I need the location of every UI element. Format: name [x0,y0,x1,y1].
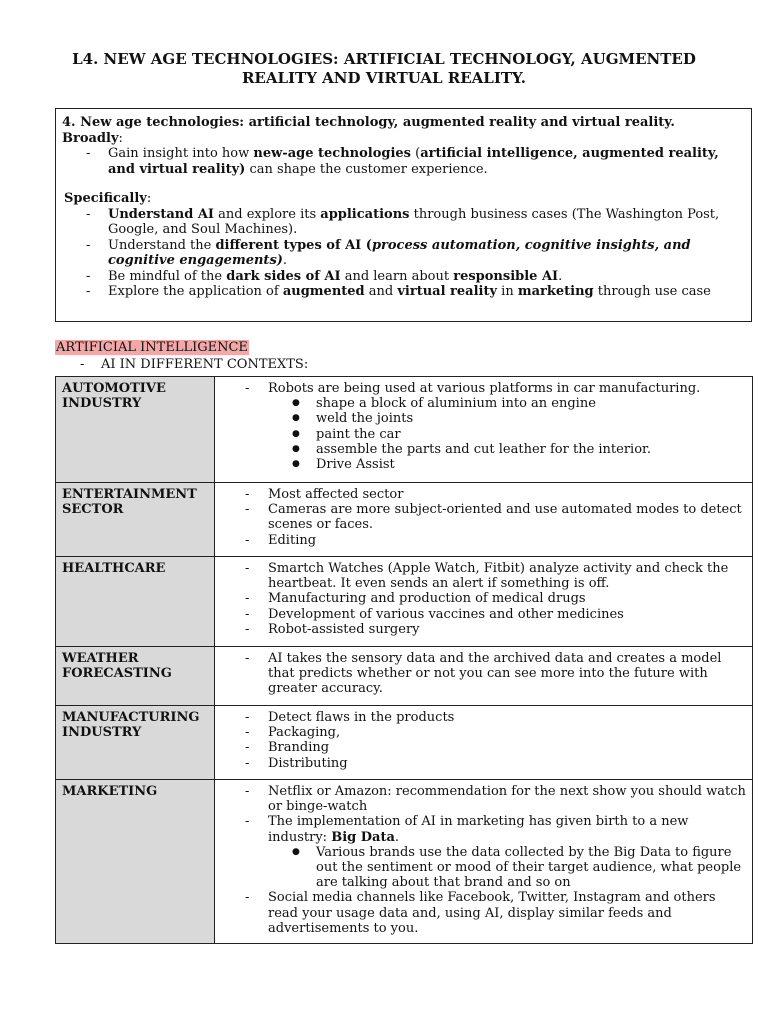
objective-item: - Understand AI and explore its applications through business cases (The Washington Post, Google, and Soul Machines). [62,207,743,238]
table-row [56,706,753,780]
list-item: - AI takes the sensory data and the archived data and creates a model that predicts whether or not you can see more into the future with greater accuracy. [245,651,746,697]
list-item: - Most affected sector [245,487,746,502]
learning-objectives-box [55,108,752,322]
list-item: - Robots are being used at various platforms in car manufacturing. ● shape a block of aluminium into an engine ● weld the joints ● paint the car ● assemble the parts and cut leather for the interior. ● Drive Assist [245,381,746,472]
details-cell [215,780,753,944]
list-item: - Netflix or Amazon: recommendation for the next show you should watch or binge-watch [245,784,746,814]
list-item: - Manufacturing and production of medical drugs [245,591,746,606]
details-cell [215,483,753,557]
table-row [56,377,753,483]
category-cell: MARKETING [56,780,215,944]
bullet-item: ● paint the car [292,427,746,442]
section-heading: ARTIFICIAL INTELLIGENCE [56,340,248,355]
list-item: - Development of various vaccines and other medicines [245,607,746,622]
bullet-item: ● Various brands use the data collected by the Big Data to figure out the sentiment or mood of their target audience, what people are talking about that brand and so on [292,845,746,891]
list-item: - Packaging, [245,725,746,740]
objective-item: - Explore the application of augmented and virtual reality in marketing through use case [62,284,743,300]
table-row [56,780,753,944]
list-item: - The implementation of AI in marketing has given birth to a new industry: Big Data. ● Various brands use the data collected by the Big Data to figure out the sentiment or mood of their target audience, what people are talking about that brand and so on [245,814,746,890]
category-cell: AUTOMOTIVE INDUSTRY [56,377,215,483]
objective-item: - Understand the different types of AI (process automation, cognitive insights, and cognitive engagements). [62,238,743,269]
bullet-item: ● assemble the parts and cut leather for the interior. [292,442,746,457]
table-row [56,647,753,706]
objectives-heading: 4. New age technologies: artificial technology, augmented reality and virtual reality. [62,115,675,130]
list-item: - Social media channels like Facebook, Twitter, Instagram and others read your usage data and, using AI, display similar feeds and advertisements to you. [245,890,746,936]
list-item: - Detect flaws in the products [245,710,746,725]
details-cell [215,557,753,647]
category-cell: ENTERTAINMENT SECTOR [56,483,215,557]
bullet-item: ● weld the joints [292,411,746,426]
page-title: L4. NEW AGE TECHNOLOGIES: ARTIFICIAL TECHNOLOGY, AUGMENTED REALITY AND VIRTUAL REALITY. [72,50,696,87]
details-cell [215,647,753,706]
list-item: - Cameras are more subject-oriented and use automated modes to detect scenes or faces. [245,502,746,532]
table-row [56,483,753,557]
subsection-heading: - AI IN DIFFERENT CONTEXTS: [80,357,308,372]
bullet-item: ● Drive Assist [292,457,746,472]
category-cell: HEALTHCARE [56,557,215,647]
list-item: - Robot-assisted surgery [245,622,746,637]
ai-contexts-table [55,376,753,944]
objective-item: - Be mindful of the dark sides of AI and learn about responsible AI. [62,269,743,285]
list-item: - Distributing [245,756,746,771]
broadly-item: - Gain insight into how new-age technologies (artificial intelligence, augmented reality, and virtual reality) can shape the customer experience. [62,146,743,177]
list-item: - Branding [245,740,746,755]
category-cell: WEATHER FORECASTING [56,647,215,706]
broadly-label: Broadly: [62,130,123,146]
list-item: - Smartch Watches (Apple Watch, Fitbit) analyze activity and check the heartbeat. It even sends an alert if something is off. [245,561,746,591]
details-cell [215,377,753,483]
list-item: - Editing [245,533,746,548]
bullet-item: ● shape a block of aluminium into an engine [292,396,746,411]
broadly-list [62,146,743,177]
details-cell [215,706,753,780]
specifically-label: Specifically: [64,191,152,206]
category-cell: MANUFACTURING INDUSTRY [56,706,215,780]
table-row [56,557,753,647]
specifically-list [62,207,743,300]
